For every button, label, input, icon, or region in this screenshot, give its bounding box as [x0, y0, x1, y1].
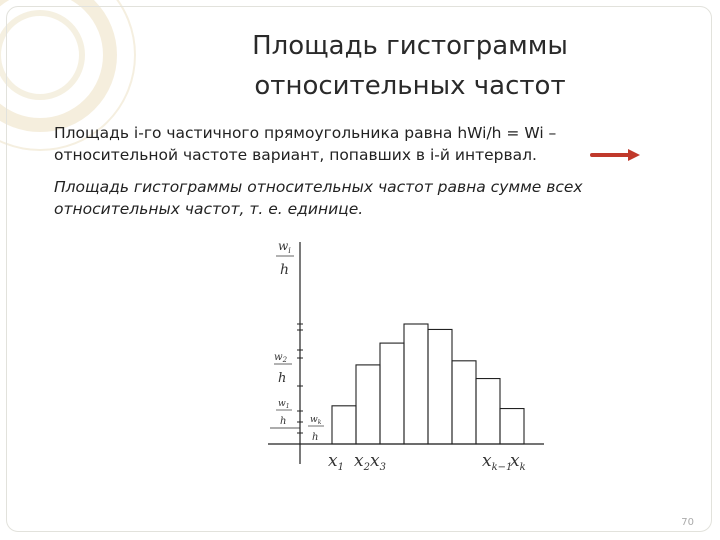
histogram-bar-1: [332, 406, 356, 444]
y-axis-label: $w_i$: [278, 239, 291, 255]
histogram-bar-3: [380, 343, 404, 444]
bar-label-wk: $w_k$: [310, 415, 322, 426]
x-tick-label-x1: $x_1$: [328, 451, 344, 473]
histogram-bar-5: [428, 329, 452, 444]
x-tick-label-xk: $x_k$: [510, 451, 526, 473]
slide-title: [160, 26, 660, 106]
title-line-2: относительных частот: [254, 71, 566, 101]
y-tick-label-w1: $w_1$: [278, 399, 290, 410]
para1-line-1: Площадь i-го частичного прямоугольника равна hWi/h = Wi –: [54, 124, 557, 142]
x-tick-label-x2: $x_2$: [354, 451, 370, 473]
para2-line-1: Площадь гистограммы относительных частот равна сумме всех: [54, 178, 583, 196]
histogram-bar-2: [356, 365, 380, 444]
page-number: 70: [681, 517, 694, 528]
svg-text:h: h: [278, 371, 287, 386]
x-tick-label-x3: $x_3$: [370, 451, 386, 473]
x-tick-label-xk-1: $x_{k-1}$: [482, 451, 513, 473]
para1-line-2: относительной частоте вариант, попавших в i-й интервал.: [54, 146, 537, 164]
svg-text:h: h: [312, 432, 319, 443]
paragraph-2: [54, 176, 676, 220]
histogram-bar-7: [476, 379, 500, 444]
arrow-icon: [590, 148, 642, 162]
svg-text:h: h: [280, 416, 287, 427]
paragraph-1: [54, 122, 676, 166]
svg-text:h: h: [280, 262, 290, 278]
para2-line-2: относительных частот, т. е. единице.: [54, 200, 364, 218]
histogram-bar-6: [452, 361, 476, 444]
title-line-1: Площадь гистограммы: [252, 31, 568, 61]
histogram-bar-8: [500, 409, 524, 444]
histogram-bar-4: [404, 324, 428, 444]
y-tick-label-w2: $w_2$: [274, 352, 288, 364]
histogram-chart: [256, 226, 556, 486]
